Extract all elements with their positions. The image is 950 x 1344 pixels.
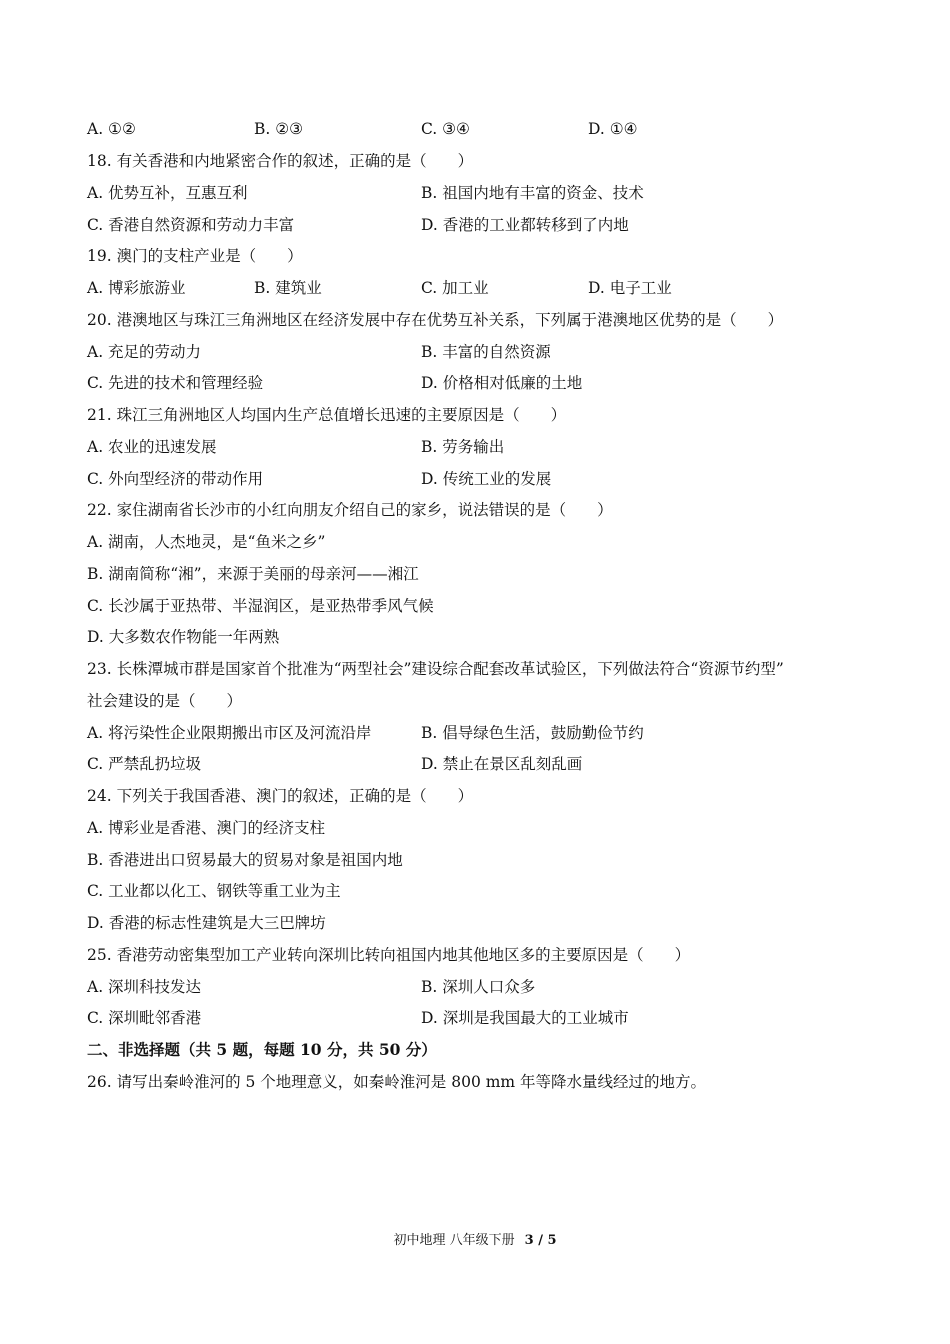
footer-subject: 初中地理 八年级下册 [393, 1233, 515, 1248]
q25-option-b: B. 深圳人口众多 [421, 978, 536, 996]
q22-option-b: B. 湖南简称“湘”，来源于美丽的母亲河——湘江 [87, 565, 419, 583]
q24-option-d: D. 香港的标志性建筑是大三巴牌坊 [87, 914, 326, 932]
q20-option-a: A. 充足的劳动力 [87, 343, 202, 361]
q23-option-d: D. 禁止在景区乱刻乱画 [421, 755, 583, 773]
q23-option-c: C. 严禁乱扔垃圾 [87, 755, 202, 773]
q19-option-a: A. 博彩旅游业 [87, 279, 186, 297]
q20-option-b: B. 丰富的自然资源 [421, 343, 551, 361]
q22-option-a: A. 湖南，人杰地灵，是“鱼米之乡” [87, 533, 326, 551]
q21-option-c: C. 外向型经济的带动作用 [87, 470, 264, 488]
q25-option-c: C. 深圳毗邻香港 [87, 1009, 202, 1027]
q23-stem-line2: 社会建设的是（ ） [87, 692, 243, 710]
q25-option-d: D. 深圳是我国最大的工业城市 [421, 1009, 629, 1027]
q22-stem: 22. 家住湖南省长沙市的小红向朋友介绍自己的家乡，说法错误的是（ ） [87, 501, 613, 519]
q19-stem: 19. 澳门的支柱产业是（ ） [87, 247, 303, 265]
q25-stem: 25. 香港劳动密集型加工产业转向深圳比转向祖国内地其他地区多的主要原因是（ ） [87, 946, 691, 964]
q22-option-c: C. 长沙属于亚热带、半湿润区，是亚热带季风气候 [87, 597, 434, 615]
q20-option-c: C. 先进的技术和管理经验 [87, 374, 264, 392]
q24-option-a: A. 博彩业是香港、澳门的经济支柱 [87, 819, 326, 837]
q17-option-c: C. ③④ [421, 120, 470, 138]
q19-option-c: C. 加工业 [421, 279, 489, 297]
q24-option-b: B. 香港进出口贸易最大的贸易对象是祖国内地 [87, 851, 403, 869]
section-2-title: 二、非选择题（共 5 题，每题 10 分，共 50 分） [87, 1040, 437, 1059]
footer-page-number: 3 / 5 [524, 1233, 557, 1248]
q19-option-d: D. 电子工业 [588, 279, 672, 297]
q23-option-b: B. 倡导绿色生活，鼓励勤俭节约 [421, 724, 644, 742]
q20-stem: 20. 港澳地区与珠江三角洲地区在经济发展中存在优势互补关系，下列属于港澳地区优势的是（ ） [87, 311, 784, 329]
q21-option-a: A. 农业的迅速发展 [87, 438, 217, 456]
q24-stem: 24. 下列关于我国香港、澳门的叙述，正确的是（ ） [87, 787, 474, 805]
q17-option-b: B. ②③ [254, 120, 304, 138]
q20-option-d: D. 价格相对低廉的土地 [421, 374, 583, 392]
q17-option-a: A. ①② [87, 120, 136, 138]
q17-option-d: D. ①④ [588, 120, 638, 138]
q21-option-d: D. 传统工业的发展 [421, 470, 552, 488]
page-footer [0, 1232, 950, 1250]
q24-option-c: C. 工业都以化工、钢铁等重工业为主 [87, 882, 341, 900]
q23-option-a: A. 将污染性企业限期搬出市区及河流沿岸 [87, 724, 372, 742]
q19-option-b: B. 建筑业 [254, 279, 322, 297]
q18-option-d: D. 香港的工业都转移到了内地 [421, 216, 629, 234]
q18-option-b: B. 祖国内地有丰富的资金、技术 [421, 184, 644, 202]
q18-option-c: C. 香港自然资源和劳动力丰富 [87, 216, 295, 234]
q18-option-a: A. 优势互补，互惠互利 [87, 184, 248, 202]
q25-option-a: A. 深圳科技发达 [87, 978, 202, 996]
q23-stem-line1: 23. 长株潭城市群是国家首个批准为“两型社会”建设综合配套改革试验区，下列做法符合“资源节约型” [87, 660, 784, 678]
q18-stem: 18. 有关香港和内地紧密合作的叙述，正确的是（ ） [87, 152, 474, 170]
q22-option-d: D. 大多数农作物能一年两熟 [87, 628, 280, 646]
q21-option-b: B. 劳务输出 [421, 438, 505, 456]
q21-stem: 21. 珠江三角洲地区人均国内生产总值增长迅速的主要原因是（ ） [87, 406, 567, 424]
q26-stem: 26. 请写出秦岭淮河的 5 个地理意义，如秦岭淮河是 800 mm 年等降水量线经过的地方。 [87, 1073, 707, 1091]
